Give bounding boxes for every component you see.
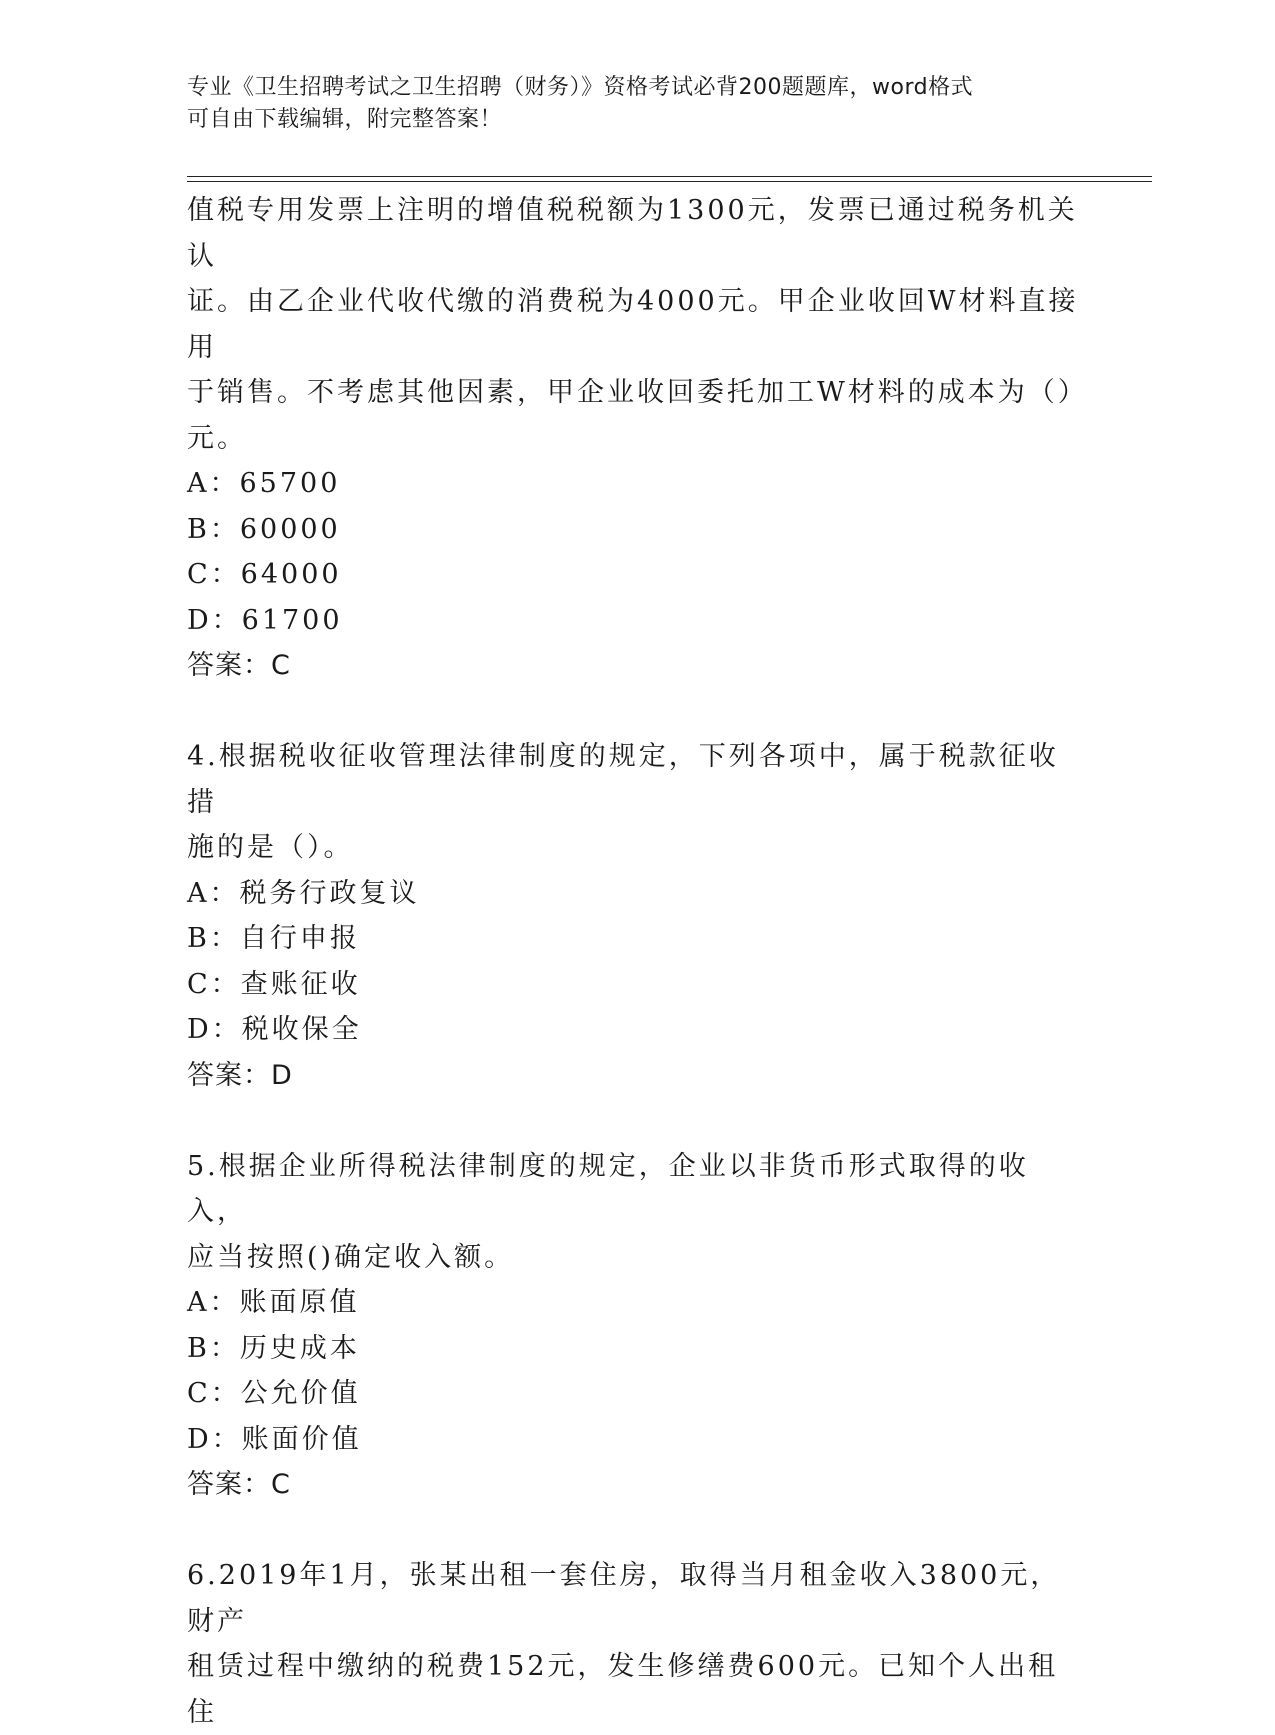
option-b: B：自行申报 <box>187 923 360 954</box>
answer: 答案：C <box>187 1469 291 1500</box>
option-d: D：账面价值 <box>187 1423 362 1455</box>
question-text-line: 值税专用发票上注明的增值税税额为1300元，发票已通过税务机关认 <box>187 195 1078 272</box>
option-a: A：65700 <box>187 468 341 499</box>
question-text-line: 证。由乙企业代收代缴的消费税为4000元。甲企业收回W材料直接用 <box>187 286 1079 363</box>
option-b: B：60000 <box>187 513 341 545</box>
question-4 <box>187 734 1087 1098</box>
spacer <box>187 1098 1087 1144</box>
document-header <box>187 72 1067 136</box>
header-divider-top <box>187 176 1152 177</box>
question-3 <box>187 188 1087 689</box>
question-text-line: 施的是（）。 <box>187 832 354 863</box>
question-6 <box>187 1553 1087 1735</box>
option-c: C：64000 <box>187 559 342 590</box>
answer: 答案：C <box>187 650 291 681</box>
question-text-line: 5.根据企业所得税法律制度的规定，企业以非货币形式取得的收入， <box>187 1150 1029 1227</box>
question-5 <box>187 1144 1087 1508</box>
question-text-line: 元。 <box>187 422 247 454</box>
header-title-line-1: 专业《卫生招聘考试之卫生招聘（财务）》资格考试必背200题题库，word格式 <box>187 75 974 100</box>
question-text-line: 4.根据税收征收管理法律制度的规定，下列各项中，属于税款征收措 <box>187 741 1059 818</box>
option-a: A：税务行政复议 <box>187 877 420 909</box>
header-divider-bottom <box>187 181 1152 182</box>
header-title-line-2: 可自由下载编辑，附完整答案！ <box>187 107 503 132</box>
question-text-line: 租赁过程中缴纳的税费152元，发生修缮费600元。已知个人出租住 <box>187 1651 1059 1728</box>
option-c: C：公允价值 <box>187 1378 361 1409</box>
option-d: D：税收保全 <box>187 1014 362 1045</box>
answer: 答案：D <box>187 1059 293 1091</box>
spacer <box>187 1508 1087 1554</box>
question-text-line: 6.2019年1月，张某出租一套住房，取得当月租金收入3800元，财产 <box>187 1560 1061 1637</box>
option-b: B：历史成本 <box>187 1332 360 1364</box>
option-c: C：查账征收 <box>187 968 361 1000</box>
question-text-line: 于销售。不考虑其他因素，甲企业收回委托加工W材料的成本为（） <box>187 377 1088 408</box>
question-content <box>187 188 1087 1735</box>
question-text-line: 应当按照()确定收入额。 <box>187 1241 515 1273</box>
spacer <box>187 689 1087 735</box>
option-d: D：61700 <box>187 604 343 636</box>
option-a: A：账面原值 <box>187 1287 360 1318</box>
